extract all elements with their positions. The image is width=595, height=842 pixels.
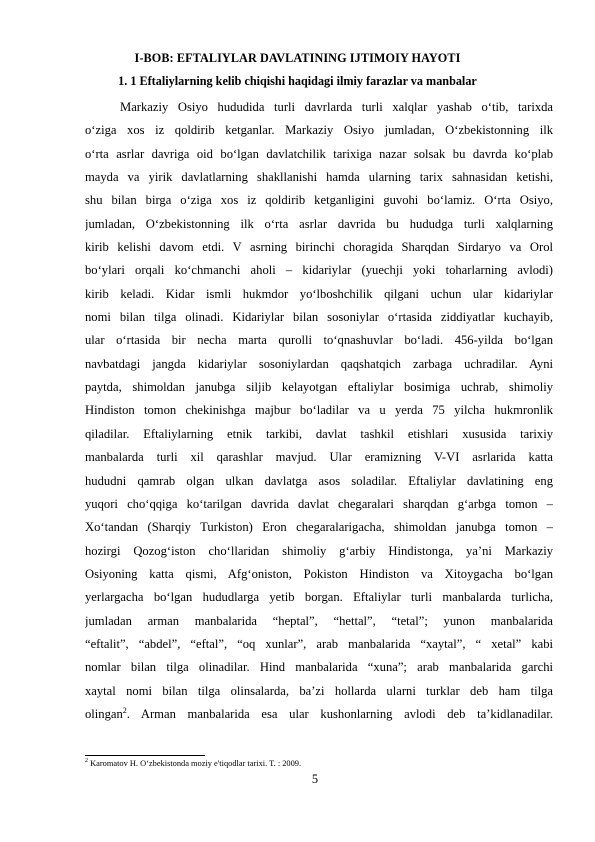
footnote	[85, 758, 301, 768]
body-line: nomi bilan tilga olinadi. Kidariylar bilan sosoniylar o‘rtasida ziddiyatlar kuchayib,	[85, 310, 553, 325]
footnote-text: Karomatov H. O‘zbekistonda moziy e'tiqodlar tarixi. T. : 2009.	[88, 758, 302, 768]
body-line: “eftalit”, “abdel”, “eftal”, “oq xunlar”, arab manbalarida “xaytal”, “ xetal” kabi	[85, 636, 553, 651]
body-line: manbalarda turli xil qarashlar mavjud. Ular eramizning V-VI asrlarida katta	[85, 450, 553, 465]
body-line: Xo‘tandan (Sharqiy Turkiston) Eron chegaralarigacha, shimoldan janubga tomon –	[85, 520, 553, 535]
body-line: Hindiston tomon chekinishga majbur bo‘ladilar va u yerda 75 yilcha hukmronlik	[85, 403, 553, 418]
body-line: kirib keladi. Kidar ismli hukmdor yo‘lboshchilik qilgani uchun ular kidariylar	[85, 286, 553, 301]
body-text	[85, 96, 553, 726]
footnote-marker: 2	[85, 758, 88, 764]
body-line: jumladan, O‘zbekistonning ilk o‘rta asrlar davrida bu hududga turli xalqlarning	[85, 216, 553, 231]
body-line: xaytal nomi bilan tilga olinsalarda, ba’zi hollarda ularni turklar deb ham tilga	[85, 683, 553, 698]
body-line: Markaziy Osiyo hududida turli davrlarda turli xalqlar yashab o‘tib, tarixda	[120, 100, 553, 114]
body-line: ular o‘rtasida bir necha marta qurolli to‘qnashuvlar bo‘ladi. 456-yilda bo‘lgan	[85, 333, 553, 348]
body-line: paytda, shimoldan janubga siljib kelayotgan eftaliylar bosimiga uchrab, shimoliy	[85, 380, 553, 395]
body-line: hududni qamrab olgan ulkan davlatga asos soladilar. Eftaliylar davlatining eng	[85, 473, 553, 488]
body-line: yuqori cho‘qqiga ko‘tarilgan davrida davlat chegaralari sharqdan g‘arbga tomon –	[85, 496, 553, 511]
footnote-reference: 2	[122, 705, 127, 715]
last-line-end: . Arman manbalarida esa ular kushonlarning avlodi deb ta’kidlanadilar.	[126, 706, 553, 721]
page-number: 5	[311, 772, 319, 786]
body-line: mayda va yirik davlatlarning shakllanishi hamda ularning tarix sahnasidan ketishi,	[85, 170, 553, 185]
body-line: shu bilan birga o‘ziga xos iz qoldirib ketganligini guvohi bo‘lamiz. O‘rta Osiyo,	[85, 193, 553, 208]
body-line: o‘rta asrlar davriga oid bo‘lgan davlatchilik tarixiga nazar solsak bu davrda ko‘plab	[85, 146, 553, 161]
body-line: kirib kelishi davom etdi. V asrning birinchi choragida Sharqdan Sirdaryo va Orol	[85, 240, 553, 255]
last-line-start: olingan	[85, 706, 123, 721]
body-line: navbatdagi jangda kidariylar sosoniylardan qaqshatqich zarbaga uchradilar. Ayni	[85, 356, 553, 371]
body-line: nomlar bilan tilga olinadilar. Hind manbalarida “xuna”; arab manbalarida garchi	[85, 660, 553, 675]
body-line: Osiyoning katta qismi, Afg‘oniston, Pokiston Hindiston va Xitoygacha bo‘lgan	[85, 566, 553, 581]
body-line: yerlargacha bo‘lgan hududlarga yetib borgan. Eftaliylar turli manbalarda turlicha,	[85, 590, 553, 605]
body-line: o‘ziga xos iz qoldirib ketganlar. Markaziy Osiyo jumladan, O‘zbekistonning ilk	[85, 123, 553, 138]
body-line: bo‘ylari orqali ko‘chmanchi aholi – kidariylar (yuechji yoki toharlarning avlodi)	[85, 263, 553, 278]
body-line-last	[85, 703, 553, 726]
body-line: qiladilar. Eftaliylarning etnik tarkibi, davlat tashkil etishlari xususida tarixiy	[85, 426, 553, 441]
footnote-divider	[85, 755, 205, 756]
body-line: hozirgi Qozog‘iston cho‘llaridan shimoliy g‘arbiy Hindistonga, ya’ni Markaziy	[85, 543, 553, 558]
chapter-title: I-BOB: EFTALIYLAR DAVLATINING IJTIMOIY HAYOTI	[134, 51, 461, 65]
body-line: jumladan arman manbalarida “heptal”, “hettal”, “tetal”; yunon manbalarida	[85, 613, 553, 628]
section-title: 1. 1 Eftaliylarning kelib chiqishi haqidagi ilmiy farazlar va manbalar	[118, 74, 477, 88]
